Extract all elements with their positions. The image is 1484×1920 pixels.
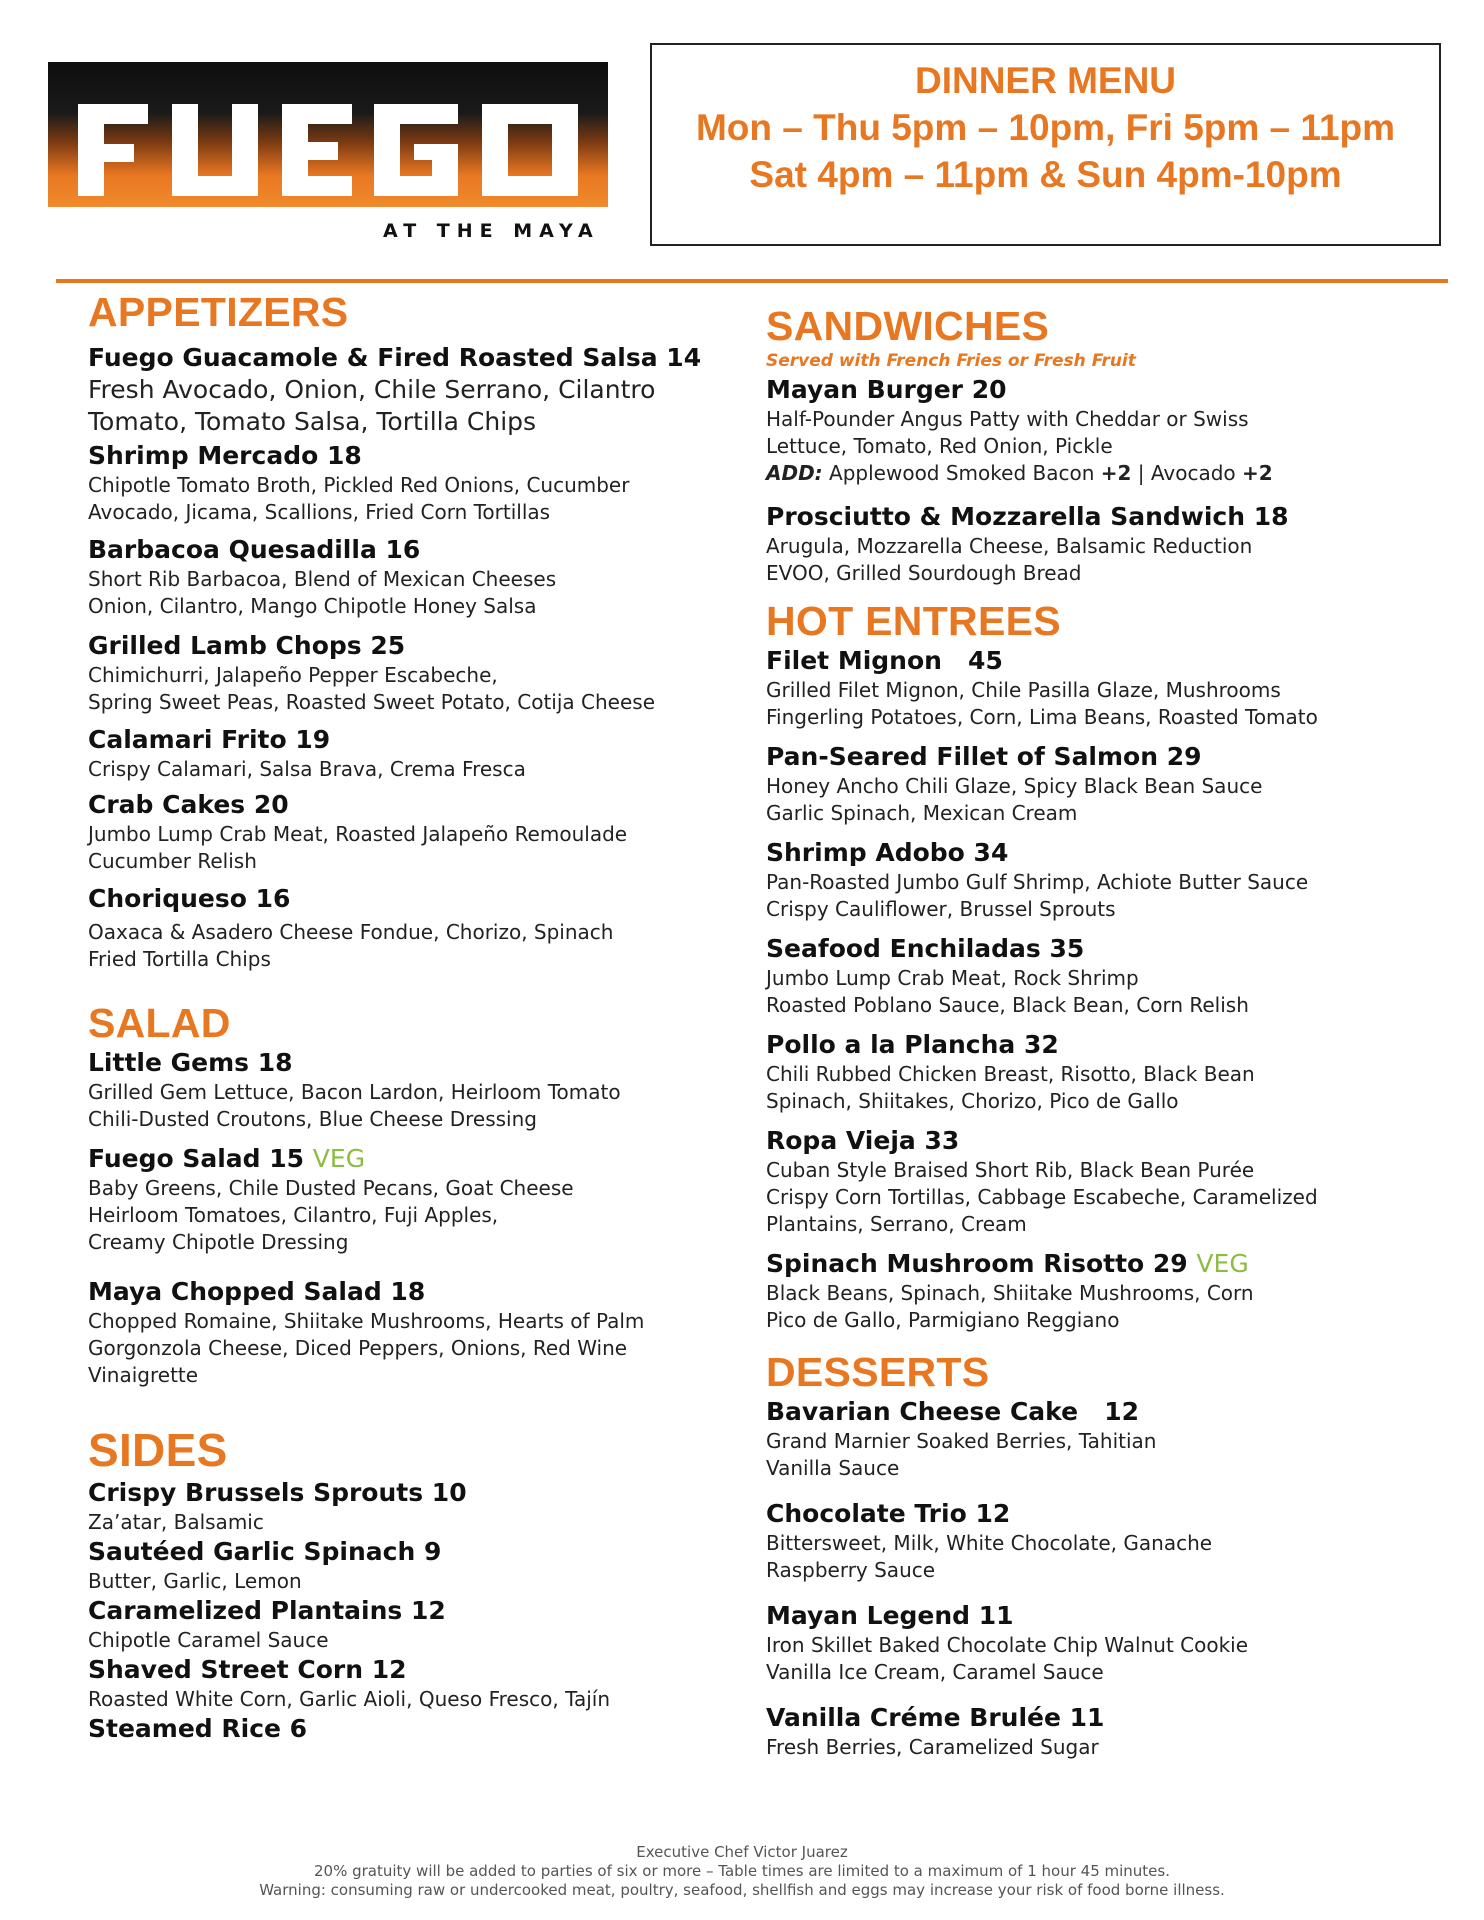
item-name: Calamari Frito 19	[88, 725, 331, 754]
menu-item	[88, 342, 708, 438]
item-name: Ropa Vieja 33	[766, 1126, 960, 1155]
chef-credit: Executive Chef Victor Juarez	[636, 1843, 848, 1861]
item-name: Grilled Lamb Chops 25	[88, 631, 406, 660]
item-desc: Jumbo Lump Crab Meat, Roasted Jalapeño Remoulade Cucumber Relish	[88, 822, 628, 873]
item-desc: Butter, Garlic, Lemon	[88, 1569, 302, 1593]
menu-item	[88, 724, 708, 783]
item-name: Seafood Enchiladas 35	[766, 934, 1085, 963]
sandwiches-subtitle: Served with French Fries or Fresh Fruit	[766, 351, 1136, 371]
item-desc: Chili Rubbed Chicken Breast, Risotto, Black Bean Spinach, Shiitakes, Chorizo, Pico de Gallo	[766, 1062, 1255, 1113]
hours-weekday: Mon – Thu 5pm – 10pm, Fri 5pm – 11pm	[695, 107, 1396, 148]
item-name: Prosciutto & Mozzarella Sandwich 18	[766, 502, 1289, 531]
veg-tag: VEG	[1196, 1249, 1249, 1278]
item-name: Fuego Salad 15 VEG	[88, 1144, 366, 1173]
menu-item	[88, 789, 708, 875]
menu-item	[88, 1047, 708, 1133]
item-desc: Iron Skillet Baked Chocolate Chip Walnut Cookie Vanilla Ice Cream, Caramel Sauce	[766, 1633, 1249, 1684]
item-desc: Cuban Style Braised Short Rib, Black Bean Purée Crispy Corn Tortillas, Cabbage Escabeche, Caramelized Plantains, Serrano, Cream	[766, 1158, 1318, 1236]
menu-item	[88, 440, 708, 526]
item-name: Choriqueso 16	[88, 884, 291, 913]
item-name: Crab Cakes 20	[88, 790, 289, 819]
menu-title: DINNER MENU	[914, 60, 1177, 101]
menu-item	[88, 1477, 708, 1536]
menu-item	[766, 374, 1456, 487]
item-desc: Grilled Filet Mignon, Chile Pasilla Glaze, Mushrooms Fingerling Potatoes, Corn, Lima Beans, Roasted Tomato	[766, 678, 1318, 729]
item-desc: Fresh Berries, Caramelized Sugar	[766, 1735, 1099, 1759]
item-desc: Black Beans, Spinach, Shiitake Mushrooms, Corn Pico de Gallo, Parmigiano Reggiano	[766, 1281, 1254, 1332]
item-name: Vanilla Créme Brulée 11	[766, 1703, 1105, 1732]
item-desc: Roasted White Corn, Garlic Aioli, Queso Fresco, Tajín	[88, 1687, 611, 1711]
appetizers-title: APPETIZERS	[88, 289, 349, 335]
fuego-logo	[48, 62, 608, 246]
menu-item	[766, 1498, 1456, 1584]
item-name: Crispy Brussels Sprouts 10	[88, 1478, 467, 1507]
menu-item	[766, 837, 1456, 923]
menu-item	[88, 534, 708, 620]
menu-item	[88, 1654, 708, 1713]
desserts-title: DESSERTS	[766, 1349, 990, 1395]
item-desc: Chimichurri, Jalapeño Pepper Escabeche, Spring Sweet Peas, Roasted Sweet Potato, Cotija Cheese	[88, 663, 655, 714]
item-name: Shaved Street Corn 12	[88, 1655, 407, 1684]
hours-box	[650, 43, 1441, 246]
right-column	[766, 288, 1456, 1761]
veg-tag: VEG	[312, 1144, 366, 1173]
menu-item	[88, 1536, 708, 1595]
item-desc: Oaxaca & Asadero Cheese Fondue, Chorizo, Spinach Fried Tortilla Chips	[88, 920, 614, 971]
menu-item	[88, 883, 708, 973]
item-desc: Baby Greens, Chile Dusted Pecans, Goat Cheese Heirloom Tomatoes, Cilantro, Fuji Apples, Creamy Chipotle Dressing	[88, 1176, 574, 1254]
item-desc: Half-Pounder Angus Patty with Cheddar or Swiss Lettuce, Tomato, Red Onion, Pickle	[766, 407, 1249, 458]
menu-item	[766, 741, 1456, 827]
footer	[0, 1843, 1484, 1900]
logo-tagline: AT THE MAYA	[383, 220, 600, 242]
menu-item	[766, 1029, 1456, 1115]
item-name: Filet Mignon 45	[766, 646, 1003, 675]
gratuity-note: 20% gratuity will be added to parties of six or more – Table times are limited to a maximum of 1 hour 45 minutes.	[313, 1862, 1170, 1880]
item-name: Shrimp Mercado 18	[88, 441, 362, 470]
item-desc: Chipotle Caramel Sauce	[88, 1628, 329, 1652]
menu-item	[766, 501, 1456, 587]
item-name: Pollo a la Plancha 32	[766, 1030, 1059, 1059]
item-desc: Jumbo Lump Crab Meat, Rock Shrimp Roasted Poblano Sauce, Black Bean, Corn Relish	[766, 966, 1249, 1017]
item-desc: Crispy Calamari, Salsa Brava, Crema Fresca	[88, 757, 526, 781]
menu-item	[88, 1276, 708, 1389]
menu-item	[766, 933, 1456, 1019]
item-desc: Za’atar, Balsamic	[88, 1510, 264, 1534]
item-desc: Honey Ancho Chili Glaze, Spicy Black Bean Sauce Garlic Spinach, Mexican Cream	[766, 774, 1263, 825]
sides-title: SIDES	[88, 1424, 228, 1476]
item-name: Mayan Burger 20	[766, 375, 1007, 404]
menu-item	[766, 1125, 1456, 1238]
item-desc: Chipotle Tomato Broth, Pickled Red Onions, Cucumber Avocado, Jicama, Scallions, Fried Corn Tortillas	[88, 473, 630, 524]
item-name: Little Gems 18	[88, 1048, 293, 1077]
menu-item	[88, 630, 708, 716]
menu-item	[766, 1702, 1456, 1761]
item-desc: Short Rib Barbacoa, Blend of Mexican Cheeses Onion, Cilantro, Mango Chipotle Honey Salsa	[88, 567, 557, 618]
menu-item	[766, 1248, 1456, 1334]
item-desc: Arugula, Mozzarella Cheese, Balsamic Reduction EVOO, Grilled Sourdough Bread	[766, 534, 1253, 585]
item-desc: Fresh Avocado, Onion, Chile Serrano, Cilantro Tomato, Tomato Salsa, Tortilla Chips	[88, 375, 656, 436]
item-desc: Pan-Roasted Jumbo Gulf Shrimp, Achiote Butter Sauce Crispy Cauliflower, Brussel Sprouts	[766, 870, 1309, 921]
item-name: Barbacoa Quesadilla 16	[88, 535, 421, 564]
salad-title: SALAD	[88, 1000, 231, 1046]
item-name: Spinach Mushroom Risotto 29 VEG	[766, 1249, 1249, 1278]
food-warning: Warning: consuming raw or undercooked meat, poultry, seafood, shellfish and eggs may increase your risk of food borne illness.	[259, 1881, 1225, 1899]
item-name: Steamed Rice 6	[88, 1714, 308, 1743]
item-desc: Grand Marnier Soaked Berries, Tahitian Vanilla Sauce	[766, 1429, 1157, 1480]
item-name: Caramelized Plantains 12	[88, 1596, 446, 1625]
menu-item	[766, 1600, 1456, 1686]
hours-weekend: Sat 4pm – 11pm & Sun 4pm-10pm	[749, 154, 1342, 195]
item-desc: Grilled Gem Lettuce, Bacon Lardon, Heirloom Tomato Chili-Dusted Croutons, Blue Cheese Dressing	[88, 1080, 621, 1131]
item-name: Fuego Guacamole & Fired Roasted Salsa 14	[88, 343, 702, 372]
item-name: Bavarian Cheese Cake 12	[766, 1397, 1139, 1426]
item-name: Pan-Seared Fillet of Salmon 29	[766, 742, 1202, 771]
item-name: Shrimp Adobo 34	[766, 838, 1009, 867]
add-ons-line: ADD: Applewood Smoked Bacon +2 | Avocado +2	[766, 461, 1273, 485]
fuego-logo-graphic	[48, 62, 608, 246]
divider-rule	[56, 279, 1448, 283]
item-name: Maya Chopped Salad 18	[88, 1277, 426, 1306]
entrees-title: HOT ENTREES	[766, 598, 1061, 644]
left-column	[88, 288, 708, 1745]
item-desc: Bittersweet, Milk, White Chocolate, Ganache Raspberry Sauce	[766, 1531, 1213, 1582]
item-name: Chocolate Trio 12	[766, 1499, 1011, 1528]
item-name: Sautéed Garlic Spinach 9	[88, 1537, 442, 1566]
item-name: Mayan Legend 11	[766, 1601, 1014, 1630]
menu-item	[766, 1396, 1456, 1482]
item-desc: Chopped Romaine, Shiitake Mushrooms, Hearts of Palm Gorgonzola Cheese, Diced Peppers, Onions, Red Wine Vinaigrette	[88, 1309, 645, 1387]
sandwiches-title: SANDWICHES	[766, 303, 1050, 349]
menu-item	[88, 1595, 708, 1654]
menu-item	[766, 645, 1456, 731]
menu-item	[88, 1143, 708, 1256]
menu-item	[88, 1713, 708, 1745]
